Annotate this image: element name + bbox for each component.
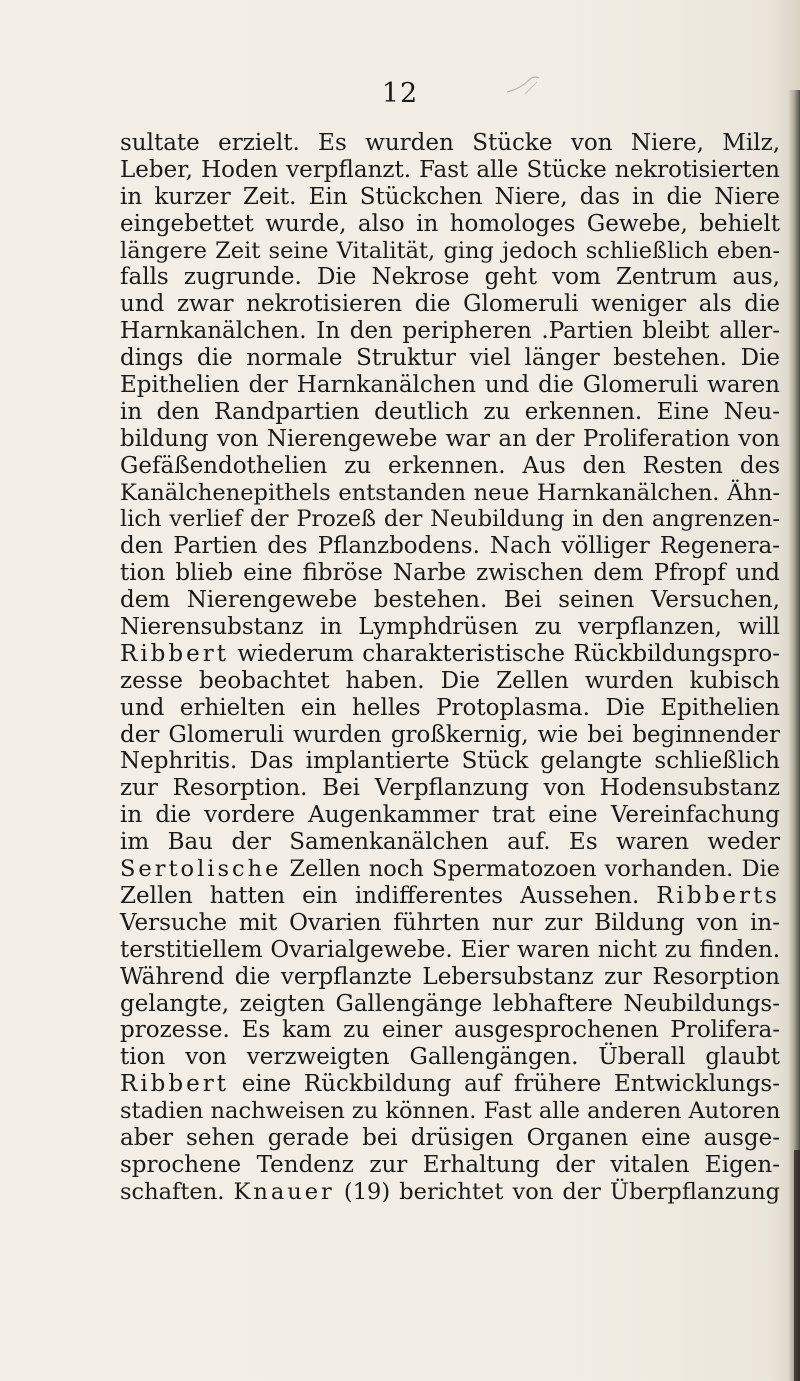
text-line: Leber, Hoden verpflanzt. Fast alle Stücke nekrotisierten <box>120 156 780 183</box>
text-line: und zwar nekrotisieren die Glomeruli weniger als die <box>120 291 780 318</box>
text-line: der Glomeruli wurden großkernig, wie bei beginnender <box>120 721 780 748</box>
text-line: Epithelien der Harnkanälchen und die Glomeruli waren <box>120 372 780 399</box>
text-line: in den Randpartien deutlich zu erkennen. Eine Neu- <box>120 398 780 425</box>
text-line: lich verlief der Prozeß der Neubildung in den angrenzen- <box>120 506 780 533</box>
text-line: schaften. Knauer (19) berichtet von der Überpflanzung <box>120 1178 780 1205</box>
text-line: eingebettet wurde, also in homologes Gewebe, behielt <box>120 210 780 237</box>
text-line: längere Zeit seine Vitalität, ging jedoch schließlich eben- <box>120 237 780 264</box>
text-line: aber sehen gerade bei drüsigen Organen eine ausge- <box>120 1124 780 1151</box>
body-text <box>120 130 780 1206</box>
text-line: Nephritis. Das implantierte Stück gelangte schließlich <box>120 748 780 775</box>
text-line: dings die normale Struktur viel länger bestehen. Die <box>120 345 780 372</box>
text-line: den Partien des Pflanzbodens. Nach völliger Regenera- <box>120 533 780 560</box>
text-line: Harnkanälchen. In den peripheren .Partien bleibt aller- <box>120 318 780 345</box>
text-line: stadien nachweisen zu können. Fast alle anderen Autoren <box>120 1098 781 1125</box>
text-line: im Bau der Samenkanälchen auf. Es waren weder <box>120 829 780 856</box>
text-line: sprochene Tendenz zur Erhaltung der vitalen Eigen- <box>120 1151 780 1178</box>
text-line: Sertolische Zellen noch Spermatozoen vorhanden. Die <box>120 856 780 883</box>
text-line: in die vordere Augenkammer trat eine Vereinfachung <box>120 802 780 829</box>
text-line: Zellen hatten ein indifferentes Aussehen. Ribberts <box>120 882 780 909</box>
page-edge-dark <box>794 1150 800 1381</box>
text-line: zur Resorption. Bei Verpflanzung von Hodensubstanz <box>120 775 780 802</box>
text-line: gelangte, zeigten Gallengänge lebhaftere Neubildungs- <box>120 990 780 1017</box>
text-line: Während die verpflanzte Lebersubstanz zur Resorption <box>120 963 780 990</box>
text-line: dem Nierengewebe bestehen. Bei seinen Versuchen, <box>120 587 780 614</box>
text-line: tion von verzweigten Gallengängen. Überall glaubt <box>120 1044 780 1071</box>
text-line: Ribbert wiederum charakteristische Rückbildungspro- <box>120 640 780 667</box>
text-line: Kanälchenepithels entstanden neue Harnkanälchen. Ähn- <box>120 479 780 506</box>
text-line: Nierensubstanz in Lymphdrüsen zu verpflanzen, will <box>120 614 780 641</box>
page-number: 12 <box>381 78 419 109</box>
text-line: prozesse. Es kam zu einer ausgesprochenen Prolifera- <box>120 1017 780 1044</box>
text-line: Gefäßendothelien zu erkennen. Aus den Resten des <box>120 452 780 479</box>
text-line: bildung von Nierengewebe war an der Proliferation von <box>120 425 780 452</box>
text-line: terstitiellem Ovarialgewebe. Eier waren nicht zu finden. <box>120 936 780 963</box>
text-line: tion blieb eine fibröse Narbe zwischen dem Pfropf und <box>120 560 780 587</box>
text-line: Versuche mit Ovarien führten nur zur Bildung von in- <box>120 909 780 936</box>
text-line: falls zugrunde. Die Nekrose geht vom Zentrum aus, <box>120 264 780 291</box>
text-line: in kurzer Zeit. Ein Stückchen Niere, das in die Niere <box>120 183 780 210</box>
text-line: Ribbert eine Rückbildung auf frühere Entwicklungs- <box>120 1071 780 1098</box>
text-line: zesse beobachtet haben. Die Zellen wurden kubisch <box>120 667 780 694</box>
text-line: sultate erzielt. Es wurden Stücke von Niere, Milz, <box>120 130 780 156</box>
text-line: und erhielten ein helles Protoplasma. Die Epithelien <box>120 694 780 721</box>
